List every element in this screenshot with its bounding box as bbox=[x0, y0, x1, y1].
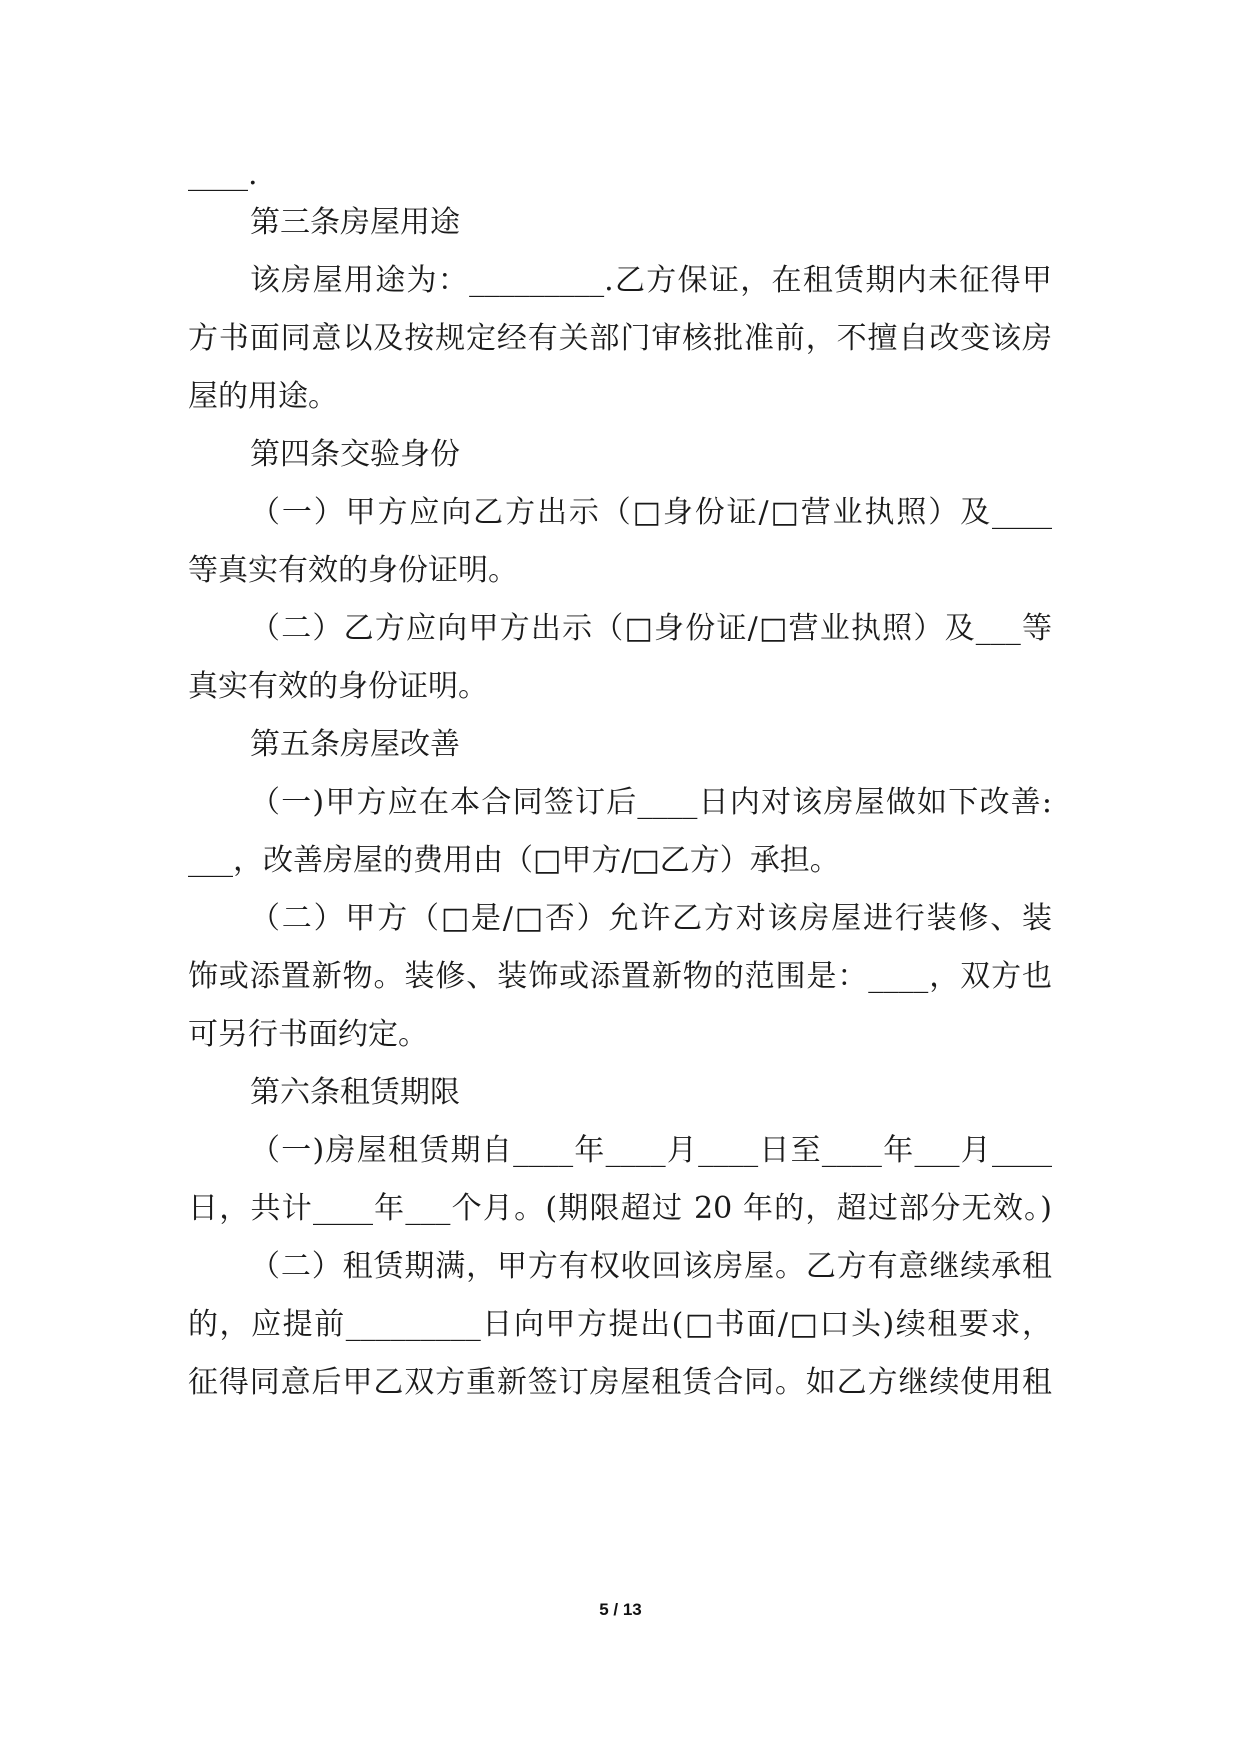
section-heading: 第四条交验身份 bbox=[250, 437, 460, 472]
section-heading: 第六条租赁期限 bbox=[250, 1075, 460, 1110]
text-line: 等真实有效的身份证明。 bbox=[188, 553, 518, 588]
text-line: 真实有效的身份证明。 bbox=[188, 669, 488, 704]
text-line: （一)房屋租赁期自____年____月____日至____年___月____ bbox=[250, 1133, 1052, 1168]
text-line: 的，应提前_________日向甲方提出(□书面/□口头)续租要求， bbox=[188, 1307, 1052, 1342]
page-number: 5 / 13 bbox=[599, 1600, 642, 1619]
text-line: （一）甲方应向乙方出示（□身份证/□营业执照）及____ bbox=[250, 495, 1052, 530]
text-line: 方书面同意以及按规定经有关部门审核批准前，不擅自改变该房 bbox=[188, 321, 1052, 356]
section-heading: 第三条房屋用途 bbox=[250, 205, 460, 240]
text-line: 可另行书面约定。 bbox=[188, 1017, 428, 1052]
text-line: （二）租赁期满，甲方有权收回该房屋。乙方有意继续承租 bbox=[250, 1249, 1052, 1284]
text-line: （二）乙方应向甲方出示（□身份证/□营业执照）及___等 bbox=[250, 611, 1052, 646]
section-heading: 第五条房屋改善 bbox=[250, 727, 460, 762]
text-line: 屋的用途。 bbox=[188, 379, 338, 414]
text-line: （二）甲方（□是/□否）允许乙方对该房屋进行装修、装 bbox=[250, 901, 1052, 936]
text-line: ___，改善房屋的费用由（□甲方/□乙方）承担。 bbox=[188, 843, 840, 878]
text-line: （一)甲方应在本合同签订后____日内对该房屋做如下改善: bbox=[250, 785, 1052, 820]
text-line: 日，共计____年___个月。(期限超过 20 年的，超过部分无效。) bbox=[188, 1191, 1052, 1226]
text-line: 饰或添置新物。装修、装饰或添置新物的范围是：____，双方也 bbox=[188, 959, 1052, 994]
text-line: ____. bbox=[188, 157, 258, 192]
text-line: 征得同意后甲乙双方重新签订房屋租赁合同。如乙方继续使用租 bbox=[188, 1365, 1052, 1400]
text-line: 该房屋用途为：_________.乙方保证，在租赁期内未征得甲 bbox=[250, 263, 1052, 298]
